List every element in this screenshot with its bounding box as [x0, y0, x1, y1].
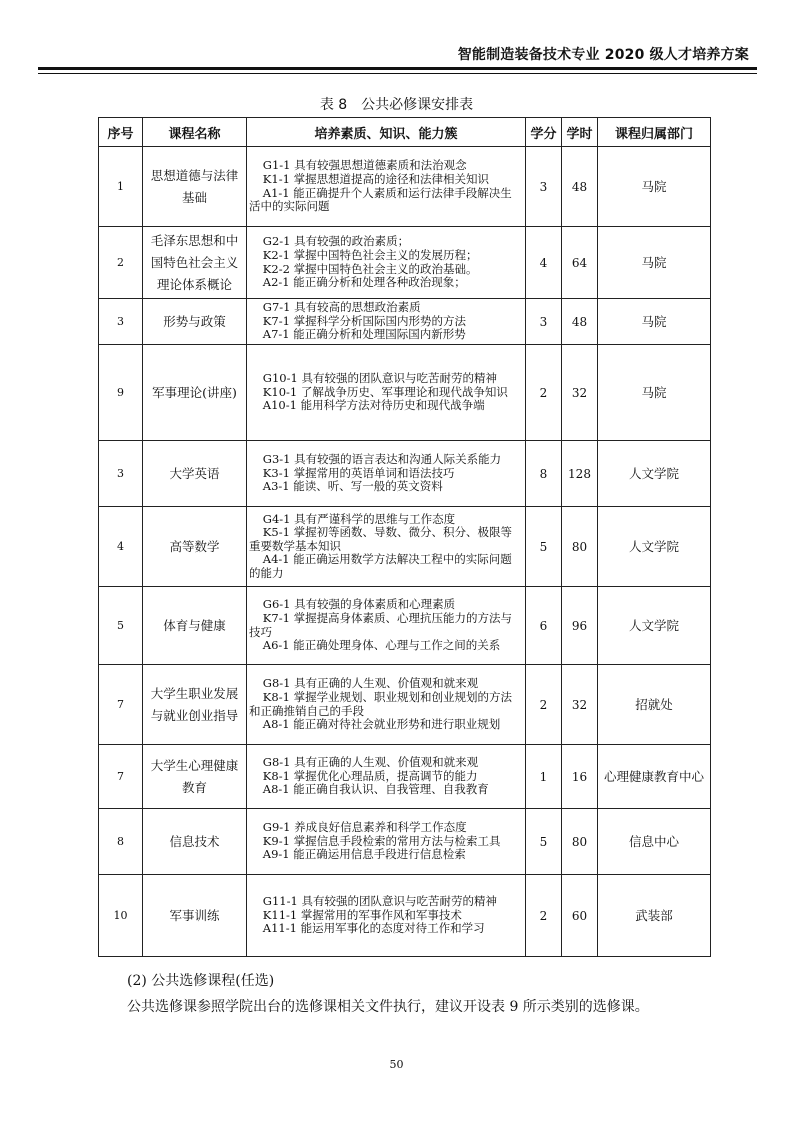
- course-name: 军事训练: [143, 875, 247, 957]
- skill-line: K7-1 掌握科学分析国际国内形势的方法: [262, 313, 467, 328]
- course-index: 8: [99, 809, 143, 875]
- course-name: 大学英语: [143, 441, 247, 507]
- course-credits: 2: [526, 665, 562, 745]
- course-credits: 5: [526, 809, 562, 875]
- course-index: 5: [99, 587, 143, 665]
- course-name: 毛泽东思想和中国特色社会主义理论体系概论: [143, 227, 247, 299]
- skill-line: A10-1 能用科学方法对待历史和现代战争端: [262, 398, 485, 413]
- column-header-hours: 学时: [562, 118, 598, 147]
- course-name: 大学生心理健康教育: [143, 745, 247, 809]
- course-name: 思想道德与法律基础: [143, 147, 247, 227]
- column-header-skills: 培养素质、知识、能力簇: [247, 118, 526, 147]
- course-name: 形势与政策: [143, 299, 247, 345]
- course-index: 3: [99, 441, 143, 507]
- elective-heading: (2) 公共选修课程(任选): [127, 973, 275, 989]
- course-table: [98, 117, 711, 957]
- course-credits: 4: [526, 227, 562, 299]
- course-dept: 人文学院: [598, 507, 711, 587]
- course-credits: 2: [526, 345, 562, 441]
- course-dept: 马院: [598, 345, 711, 441]
- skill-line: K8-1 掌握优化心理品质，提高调节的能力: [262, 768, 478, 783]
- course-credits: 5: [526, 507, 562, 587]
- course-dept: 人文学院: [598, 587, 711, 665]
- course-hours: 96: [562, 587, 598, 665]
- course-skills: [247, 809, 526, 875]
- table-row: [99, 745, 711, 809]
- course-skills: [247, 745, 526, 809]
- skill-line: A2-1 能正确分析和处理各种政治现象；: [262, 275, 466, 290]
- elective-body: 公共选修课参照学院出台的选修课相关文件执行，建议开设表 9 所示类别的选修课。: [127, 999, 649, 1015]
- course-index: 3: [99, 299, 143, 345]
- skill-line: G7-1 具有较高的思想政治素质: [262, 300, 421, 315]
- course-hours: 80: [562, 507, 598, 587]
- document-title: 智能制造装备技术专业 2020 级人才培养方案: [457, 47, 749, 63]
- course-hours: 64: [562, 227, 598, 299]
- course-skills: [247, 345, 526, 441]
- course-dept: 武装部: [598, 875, 711, 957]
- skill-line: A3-1 能读、听、写一般的英文资料: [262, 479, 443, 494]
- skill-line: K7-1 掌握提高身体素质、心理抗压能力的方法与技巧: [249, 610, 513, 639]
- column-header-index: 序号: [99, 118, 143, 147]
- course-hours: 32: [562, 665, 598, 745]
- course-skills: [247, 665, 526, 745]
- skill-line: A8-1 能正确对待社会就业形势和进行职业规划: [262, 717, 501, 732]
- page-header: [0, 0, 793, 80]
- course-skills: [247, 147, 526, 227]
- table-row: [99, 345, 711, 441]
- course-index: 2: [99, 227, 143, 299]
- course-dept: 人文学院: [598, 441, 711, 507]
- table-row: [99, 227, 711, 299]
- course-skills: [247, 507, 526, 587]
- table-body: [99, 147, 711, 957]
- course-dept: 信息中心: [598, 809, 711, 875]
- course-skills: [247, 227, 526, 299]
- table-row: [99, 875, 711, 957]
- course-index: 10: [99, 875, 143, 957]
- course-dept: 心理健康教育中心: [598, 745, 711, 809]
- table-row: [99, 507, 711, 587]
- table-row: [99, 809, 711, 875]
- skill-line: K5-1 掌握初等函数、导数、微分、积分、极限等重要数学基本知识: [249, 525, 513, 553]
- skill-line: K1-1 掌握思想道提高的途径和法律相关知识: [262, 171, 490, 186]
- course-skills: [247, 299, 526, 345]
- header-rule-thin: [38, 73, 757, 74]
- course-hours: 128: [562, 441, 598, 507]
- course-dept: 招就处: [598, 665, 711, 745]
- course-name: 大学生职业发展与就业创业指导: [143, 665, 247, 745]
- course-credits: 3: [526, 147, 562, 227]
- skill-line: G8-1 具有正确的人生观、价值观和就来观: [262, 755, 479, 770]
- course-dept: 马院: [598, 299, 711, 345]
- course-name: 军事理论(讲座): [143, 345, 247, 441]
- table-row: [99, 147, 711, 227]
- skill-line: G9-1 养成良好信息素养和科学工作态度: [262, 820, 467, 835]
- course-index: 7: [99, 745, 143, 809]
- course-index: 7: [99, 665, 143, 745]
- course-index: 1: [99, 147, 143, 227]
- course-index: 9: [99, 345, 143, 441]
- skill-line: K9-1 掌握信息手段检索的常用方法与检索工具: [262, 833, 501, 848]
- course-skills: [247, 875, 526, 957]
- column-header-dept: 课程归属部门: [598, 118, 711, 147]
- skill-line: K3-1 掌握常用的英语单词和语法技巧: [262, 465, 455, 480]
- course-dept: 马院: [598, 227, 711, 299]
- header-rule-thick: [38, 67, 757, 70]
- course-credits: 2: [526, 875, 562, 957]
- page-number: 50: [389, 1058, 404, 1071]
- skill-line: K8-1 掌握学业规划、职业规划和创业规划的方法和正确推销自己的手段: [249, 689, 513, 718]
- column-header-credits: 学分: [526, 118, 562, 147]
- course-name: 信息技术: [143, 809, 247, 875]
- table-row: [99, 665, 711, 745]
- course-index: 4: [99, 507, 143, 587]
- skill-line: G10-1 具有较强的团队意识与吃苦耐劳的精神: [262, 371, 497, 386]
- course-credits: 1: [526, 745, 562, 809]
- skill-line: A4-1 能正确运用数学方法解决工程中的实际问题的能力: [249, 552, 512, 580]
- skill-line: A8-1 能正确自我认识、自我管理、自我教育: [262, 782, 489, 797]
- course-name: 体育与健康: [143, 587, 247, 665]
- course-credits: 8: [526, 441, 562, 507]
- skill-line: A7-1 能正确分析和处理国际国内新形势: [262, 327, 466, 342]
- course-hours: 48: [562, 299, 598, 345]
- table-row: [99, 441, 711, 507]
- course-name: 高等数学: [143, 507, 247, 587]
- course-skills: [247, 587, 526, 665]
- course-credits: 3: [526, 299, 562, 345]
- skill-line: G8-1 具有正确的人生观、价值观和就来观: [262, 676, 479, 691]
- course-hours: 16: [562, 745, 598, 809]
- table-row: [99, 587, 711, 665]
- course-hours: 48: [562, 147, 598, 227]
- course-hours: 32: [562, 345, 598, 441]
- table-header-row: [99, 118, 711, 147]
- skill-line: K2-1 掌握中国特色社会主义的发展历程；: [262, 247, 478, 262]
- skill-line: G4-1 具有严谨科学的思维与工作态度: [262, 511, 456, 526]
- course-credits: 6: [526, 587, 562, 665]
- table-caption: 表 8 公共必修课安排表: [319, 97, 474, 113]
- skill-line: G6-1 具有较强的身体素质和心理素质: [262, 597, 456, 612]
- skill-line: G2-1 具有较强的政治素质；: [262, 234, 410, 249]
- course-skills: [247, 441, 526, 507]
- skill-line: A6-1 能正确处理身体、心理与工作之间的关系: [262, 638, 501, 653]
- course-hours: 80: [562, 809, 598, 875]
- skill-line: A9-1 能正确运用信息手段进行信息检索: [262, 847, 466, 862]
- skill-line: K10-1 了解战争历史、军事理论和现代战争知识: [262, 384, 508, 399]
- course-hours: 60: [562, 875, 598, 957]
- column-header-name: 课程名称: [143, 118, 247, 147]
- skill-line: A1-1 能正确提升个人素质和运行法律手段解决生活中的实际问题: [249, 185, 512, 214]
- skill-line: K11-1 掌握常用的军事作风和军事技术: [262, 907, 462, 922]
- skill-line: G3-1 具有较强的语言表达和沟通人际关系能力: [262, 452, 502, 467]
- skill-line: A11-1 能运用军事化的态度对待工作和学习: [262, 921, 485, 936]
- table-row: [99, 299, 711, 345]
- skill-line: G11-1 具有较强的团队意识与吃苦耐劳的精神: [262, 894, 497, 909]
- course-dept: 马院: [598, 147, 711, 227]
- skill-line: K2-2 掌握中国特色社会主义的政治基础。: [262, 261, 478, 276]
- skill-line: G1-1 具有较强思想道德素质和法治观念: [262, 158, 467, 173]
